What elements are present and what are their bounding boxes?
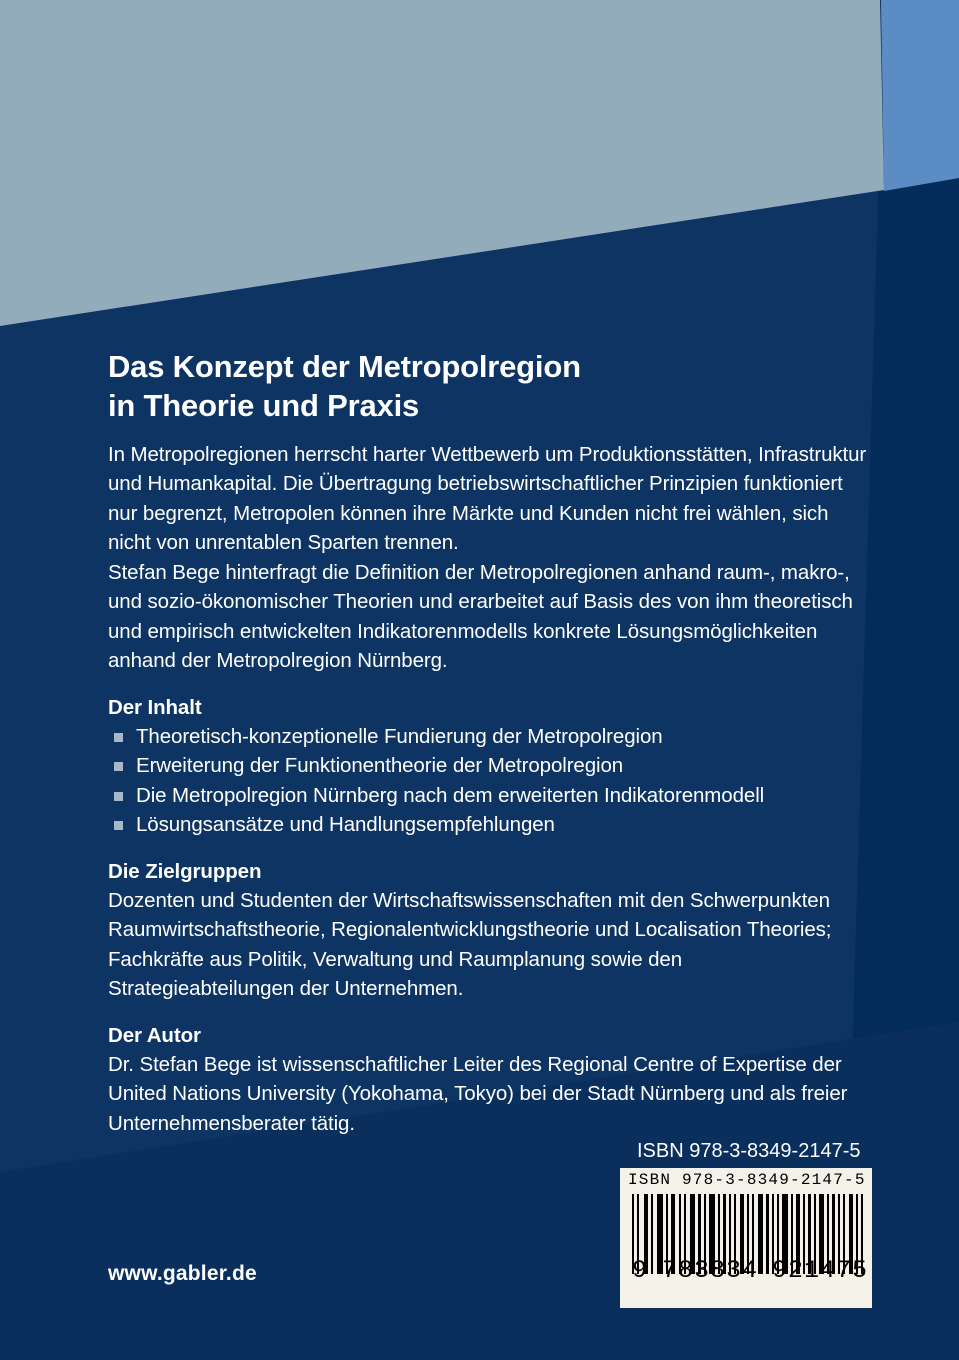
barcode-isbn-line: ISBN 978-3-8349-2147-5 — [628, 1171, 866, 1189]
section-der-inhalt — [108, 696, 868, 840]
publisher-website[interactable]: www.gabler.de — [108, 1262, 257, 1285]
inhalt-bullet-list — [108, 722, 868, 840]
list-item — [108, 751, 868, 781]
barcode-digit-group-1: 783834 — [662, 1255, 759, 1285]
page-title-line-1: Das Konzept der Metropolregion — [108, 349, 581, 384]
section-die-zielgruppen — [108, 860, 868, 1004]
blurb-paragraph-2: Stefan Bege hinterfragt die Definition der Metropolregionen anhand raum-, makro-, und sozio-ökonomischer Theorien und erarbeitet auf Basis des von ihm theoretisch und empirisch entwickelten Indikatorenmodells konkrete Lösungsmöglichkeiten anhand der Metropolregion Nürnberg. — [108, 560, 853, 673]
bullet-square-icon — [114, 762, 123, 771]
bullet-square-icon — [114, 733, 123, 742]
list-item — [108, 810, 868, 840]
section-heading-der-autor: Der Autor — [108, 1023, 201, 1047]
section-heading-die-zielgruppen: Die Zielgruppen — [108, 859, 262, 883]
section-heading-der-inhalt: Der Inhalt — [108, 695, 202, 719]
section-der-autor — [108, 1024, 868, 1139]
list-item — [108, 722, 868, 752]
bullet-square-icon — [114, 821, 123, 830]
list-item-label: Erweiterung der Funktionentheorie der Metropolregion — [136, 754, 624, 778]
list-item-label: Lösungsansätze und Handlungsempfehlungen — [136, 813, 555, 837]
barcode-digits — [628, 1255, 869, 1285]
list-item-label: Die Metropolregion Nürnberg nach dem erweiterten Indikatorenmodell — [136, 783, 765, 807]
cover-text-content — [108, 348, 868, 1138]
page-title — [108, 348, 868, 426]
barcode-digit-group-2: 921475 — [772, 1255, 869, 1285]
list-item-label: Theoretisch-konzeptionelle Fundierung der Metropolregion — [136, 724, 663, 748]
blurb-paragraph-1: In Metropolregionen herrscht harter Wettbewerb um Produktionsstätten, Infrastruktur und Humankapital. Die Übertragung betriebswirtschaftlicher Prinzipien funktioniert nur begrenzt, Metropolen können ihre Märkte und Kunden nicht frei wählen, sich nicht von unrentablen Sparten trennen. — [108, 442, 867, 555]
barcode-digit-lead: 9 — [632, 1255, 649, 1285]
bullet-square-icon — [114, 792, 123, 801]
barcode — [620, 1168, 872, 1308]
page-title-line-2: in Theorie und Praxis — [108, 387, 420, 423]
section-body-die-zielgruppen: Dozenten und Studenten der Wirtschaftswissenschaften mit den Schwerpunkten Raumwirtschaftstheorie, Regionalentwicklungstheorie und Localisation Theories; Fachkräfte aus Politik, Verwaltung und Raumplanung sowie den Strategieabteilungen der Unternehmen. — [108, 888, 832, 1001]
isbn-label: ISBN 978-3-8349-2147-5 — [637, 1140, 861, 1162]
section-body-der-autor: Dr. Stefan Bege ist wissenschaftlicher Leiter des Regional Centre of Expertise der United Nations University (Yokohama, Tokyo) bei der Stadt Nürnberg und als freier Unternehmensberater tätig. — [108, 1052, 848, 1135]
blurb — [108, 440, 868, 676]
list-item — [108, 781, 868, 811]
